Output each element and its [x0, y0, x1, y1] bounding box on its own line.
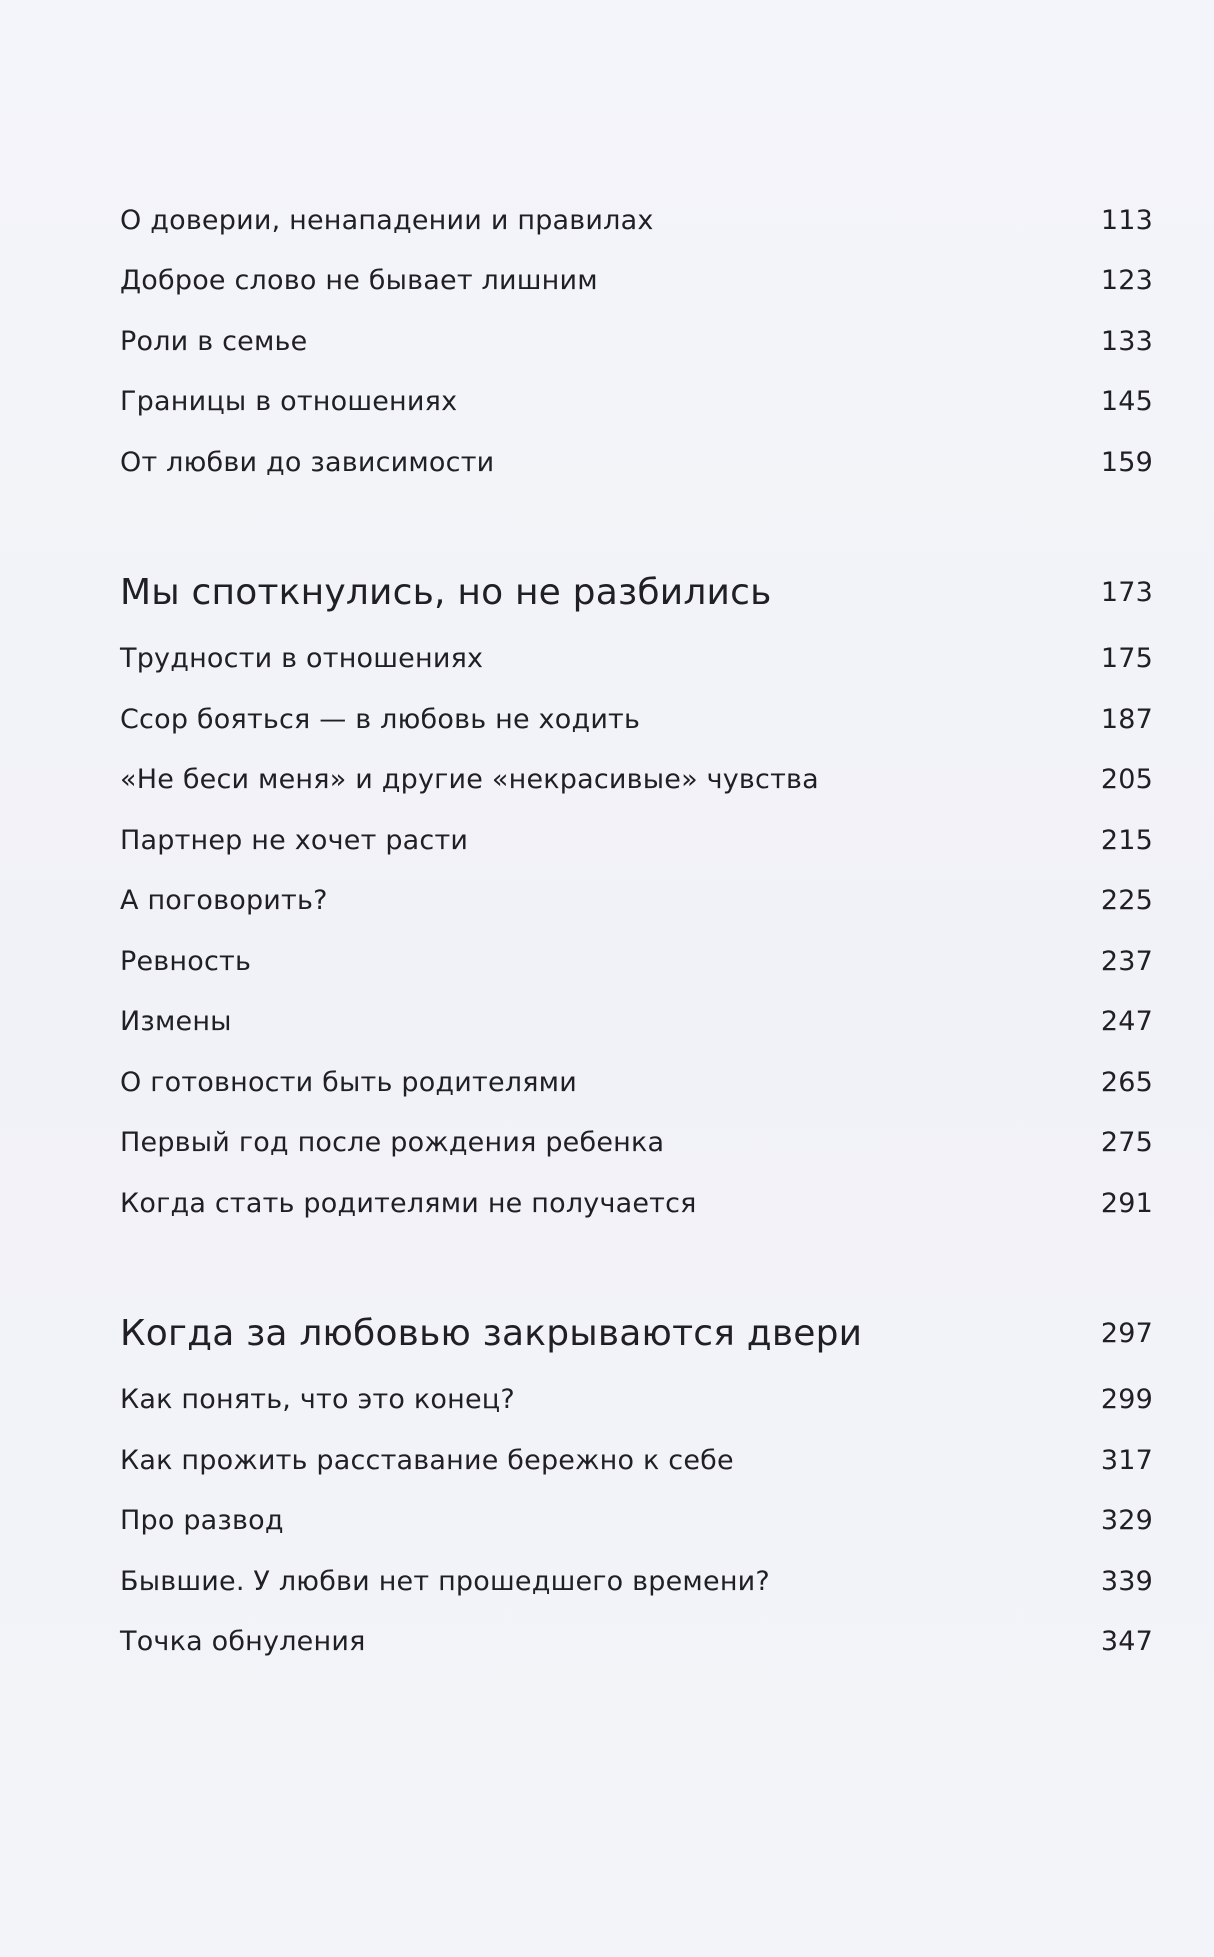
toc-entry: [120, 1612, 1155, 1673]
toc-entry: [120, 931, 1155, 992]
toc-entry-title: Измены: [120, 1006, 232, 1038]
toc-entry-page: 205: [1100, 764, 1153, 796]
toc-entry-title: От любви до зависимости: [120, 446, 495, 478]
toc-entry-title: Когда стать родителями не получается: [120, 1187, 697, 1219]
toc-entry-title: Первый год после рождения ребенка: [120, 1127, 665, 1159]
toc-entry-title: А поговорить?: [120, 885, 328, 917]
toc-entry-page: 317: [1100, 1444, 1153, 1476]
toc-entry-page: 133: [1100, 325, 1153, 357]
toc-chapter-heading: [120, 1298, 1155, 1370]
toc-entry: [120, 1491, 1155, 1552]
toc-entry: [120, 810, 1155, 871]
toc-section-2: [120, 557, 1155, 1234]
toc-entry-page: 247: [1100, 1006, 1153, 1038]
toc-entry-title: Партнер не хочет расти: [120, 824, 469, 856]
toc-entry-page: 187: [1100, 703, 1153, 735]
chapter-page: 173: [1100, 577, 1153, 608]
toc-entry-title: Ревность: [120, 945, 252, 977]
toc-entry: [120, 871, 1155, 932]
toc-entry: [120, 251, 1155, 312]
toc-entry-page: 299: [1100, 1384, 1153, 1416]
toc-entry: [120, 1052, 1155, 1113]
toc-entry-page: 175: [1100, 643, 1153, 675]
table-of-contents: [120, 190, 1155, 1672]
toc-entry-title: Точка обнуления: [120, 1626, 366, 1658]
toc-entry: [120, 689, 1155, 750]
toc-entry-title: Бывшие. У любви нет прошедшего времени?: [120, 1565, 770, 1597]
chapter-page: 297: [1100, 1318, 1153, 1349]
toc-entry: [120, 992, 1155, 1053]
toc-entry: [120, 311, 1155, 372]
toc-entry-page: 291: [1100, 1187, 1153, 1219]
toc-entry: [120, 750, 1155, 811]
toc-entry-title: Как понять, что это конец?: [120, 1384, 515, 1416]
toc-entry: [120, 1430, 1155, 1491]
chapter-title: Когда за любовью закрываются двери: [120, 1313, 863, 1354]
toc-entry-page: 275: [1100, 1127, 1153, 1159]
toc-entry: [120, 1370, 1155, 1431]
toc-entry-page: 159: [1100, 446, 1153, 478]
toc-entry: [120, 1173, 1155, 1234]
toc-entry-title: Трудности в отношениях: [120, 643, 484, 675]
toc-entry: [120, 190, 1155, 251]
toc-entry-page: 265: [1100, 1066, 1153, 1098]
toc-entry-title: Роли в семье: [120, 325, 308, 357]
toc-entry-page: 145: [1100, 386, 1153, 418]
toc-entry-page: 123: [1100, 265, 1153, 297]
toc-section-1: [120, 190, 1155, 493]
toc-entry-title: О доверии, ненападении и правилах: [120, 204, 654, 236]
toc-entry-title: Как прожить расставание бережно к себе: [120, 1444, 734, 1476]
toc-entry-page: 215: [1100, 824, 1153, 856]
toc-entry: [120, 629, 1155, 690]
toc-entry: [120, 432, 1155, 493]
toc-entry-title: Доброе слово не бывает лишним: [120, 265, 598, 297]
toc-entry-title: «Не беси меня» и другие «некрасивые» чувства: [120, 764, 819, 796]
toc-entry-page: 237: [1100, 945, 1153, 977]
toc-entry-page: 329: [1100, 1505, 1153, 1537]
toc-entry-title: Про развод: [120, 1505, 284, 1537]
toc-entry-page: 347: [1100, 1626, 1153, 1658]
toc-section-3: [120, 1298, 1155, 1673]
toc-entry-page: 339: [1100, 1565, 1153, 1597]
toc-entry: [120, 372, 1155, 433]
toc-entry: [120, 1551, 1155, 1612]
toc-entry-title: О готовности быть родителями: [120, 1066, 577, 1098]
toc-chapter-heading: [120, 557, 1155, 629]
chapter-title: Мы споткнулись, но не разбились: [120, 572, 772, 613]
toc-entry-page: 113: [1100, 204, 1153, 236]
toc-entry-title: Ссор бояться — в любовь не ходить: [120, 703, 641, 735]
toc-entry-page: 225: [1100, 885, 1153, 917]
toc-entry-title: Границы в отношениях: [120, 386, 458, 418]
toc-entry: [120, 1113, 1155, 1174]
